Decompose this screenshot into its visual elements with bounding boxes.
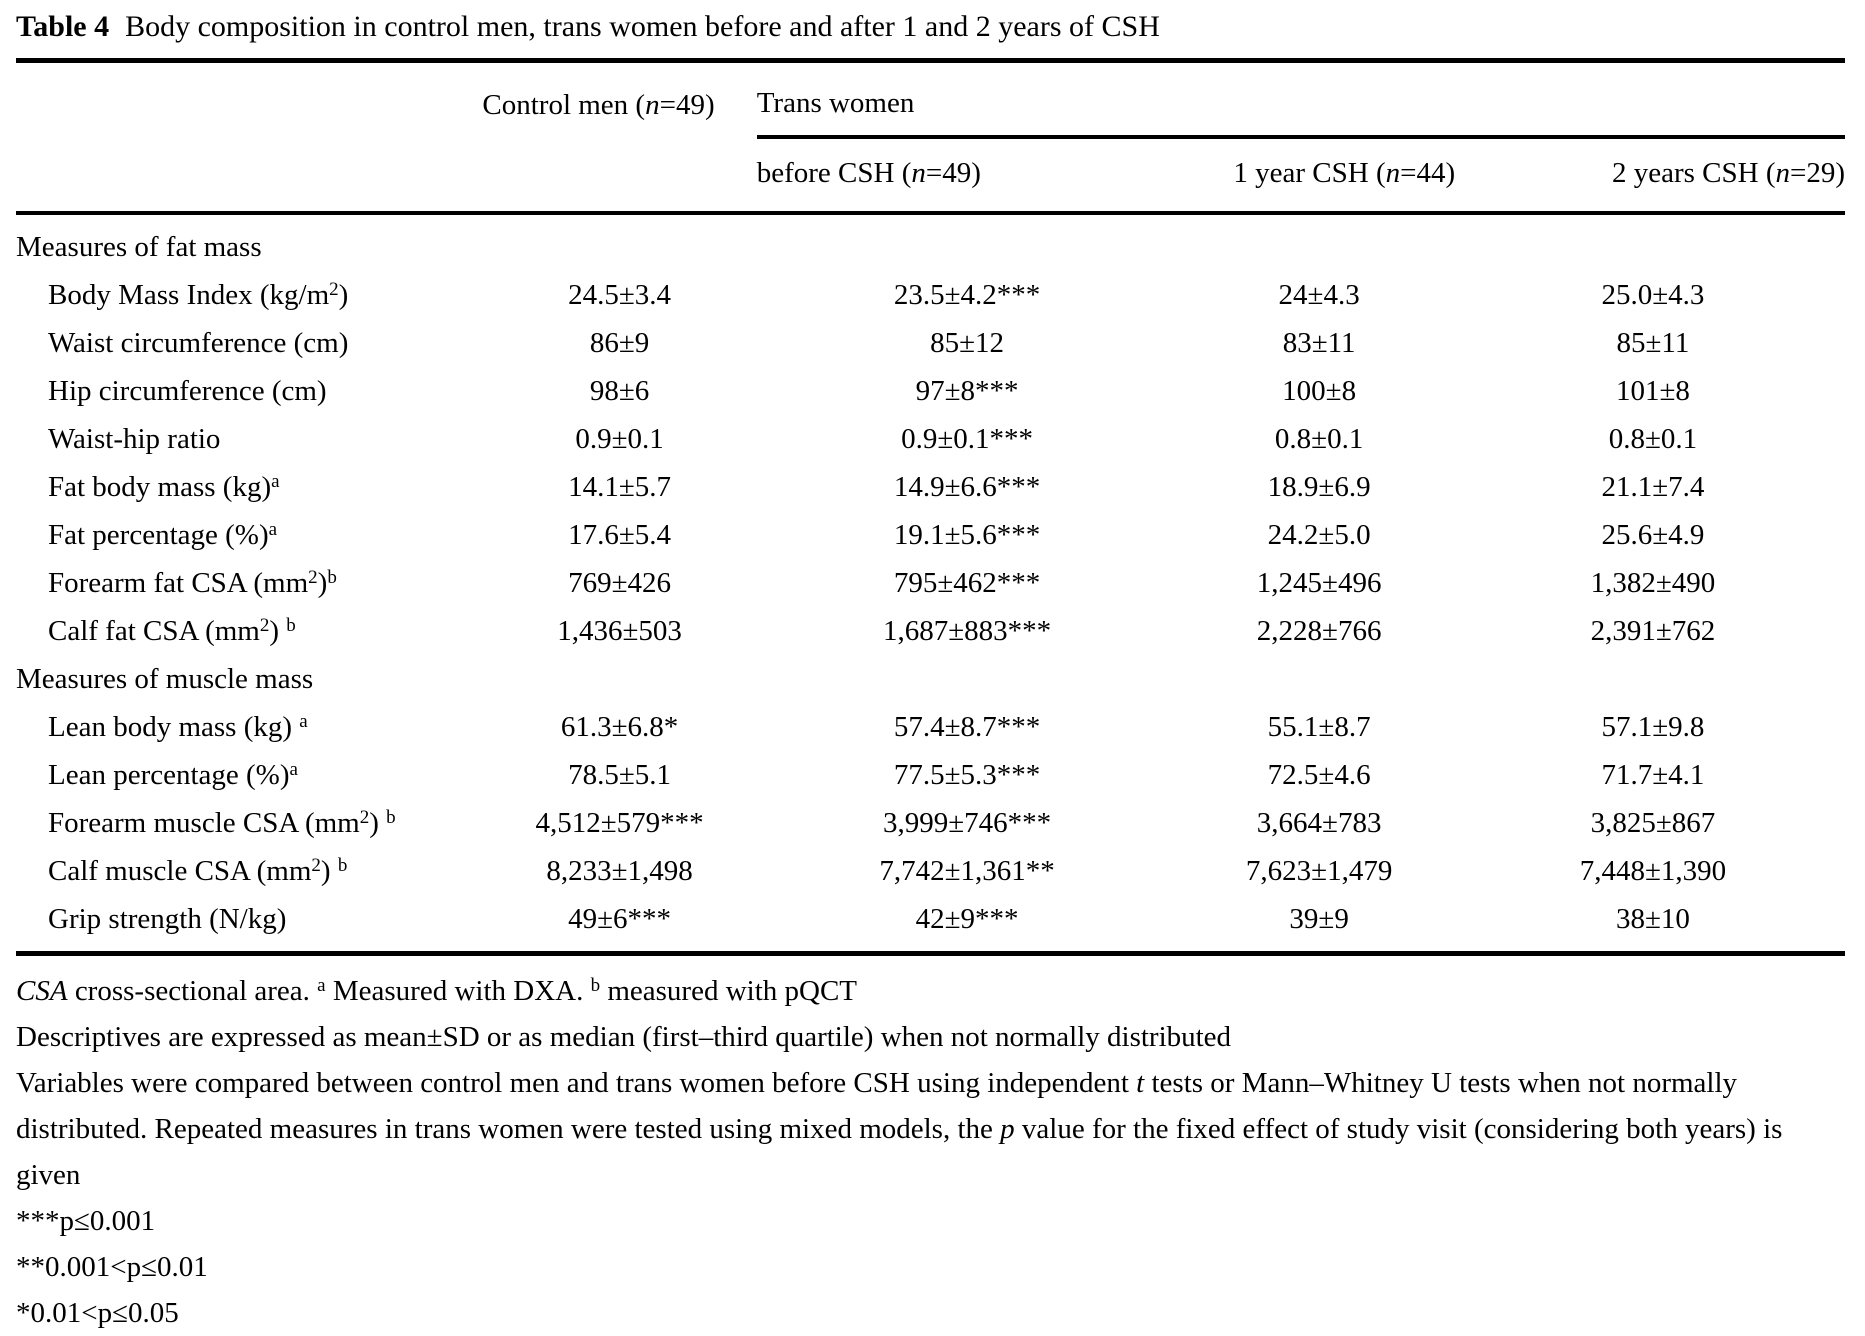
cell-1-year-csh: 39±9: [1289, 903, 1349, 935]
cell-before-csh: 57.4±8.7***: [893, 711, 1041, 743]
cell-1-year-csh: 1,245±496: [1256, 567, 1382, 599]
cell-before-csh: 3,999±746***: [882, 807, 1052, 839]
cell-before-csh: 795±462***: [893, 567, 1041, 599]
cell-1-year-csh: 83±11: [1282, 327, 1356, 359]
cell-control-men: 8,233±1,498: [546, 855, 693, 887]
header-2-years-csh: 2 years CSH (n=29): [1611, 157, 1845, 189]
cell-1-year-csh: 100±8: [1282, 375, 1357, 407]
cell-before-csh: 7,742±1,361**: [879, 855, 1055, 887]
header-row-visits: [16, 137, 1845, 213]
header-empty-cell: [16, 137, 482, 213]
row-label: Waist circumference (cm): [48, 327, 349, 359]
cell-before-csh: 42±9***: [915, 903, 1019, 935]
table-row: [16, 463, 1845, 511]
cell-1-year-csh: 18.9±6.9: [1267, 471, 1371, 503]
cell-before-csh: 23.5±4.2***: [893, 279, 1041, 311]
table-row: [16, 367, 1845, 415]
cell-1-year-csh: 55.1±8.7: [1267, 711, 1371, 743]
cell-before-csh: 1,687±883***: [882, 615, 1052, 647]
cell-1-year-csh: 7,623±1,479: [1245, 855, 1393, 887]
table-row: [16, 559, 1845, 607]
body-composition-table: [16, 58, 1845, 956]
header-1-year-csh: 1 year CSH (n=44): [1233, 157, 1456, 189]
cell-2-years-csh: 0.8±0.1: [1608, 423, 1698, 455]
row-label: Forearm muscle CSA $(mm^2)$ $^b$: [48, 807, 396, 839]
table-row: [16, 511, 1845, 559]
cell-1-year-csh: 24.2±5.0: [1267, 519, 1371, 551]
table-body: [16, 213, 1845, 954]
table-row: [16, 895, 1845, 954]
header-row-groups: [16, 61, 1845, 138]
cell-2-years-csh: 25.0±4.3: [1601, 279, 1705, 311]
footnote: **0.001<p≤0.01: [16, 1251, 208, 1283]
cell-control-men: 61.3±6.8*: [560, 711, 679, 743]
cell-before-csh: 85±12: [930, 327, 1005, 359]
cell-before-csh: 77.5±5.3***: [893, 759, 1041, 791]
cell-control-men: 769±426: [568, 567, 672, 599]
cell-control-men: 0.9±0.1: [575, 423, 664, 455]
table-row: [16, 751, 1845, 799]
cell-2-years-csh: 71.7±4.1: [1601, 759, 1705, 791]
row-label: Waist-hip ratio: [48, 423, 221, 455]
cell-2-years-csh: 101±8: [1615, 375, 1690, 407]
cell-2-years-csh: 85±11: [1616, 327, 1690, 359]
cell-2-years-csh: 25.6±4.9: [1601, 519, 1705, 551]
cell-2-years-csh: 38±10: [1615, 903, 1690, 935]
row-label: Lean percentage (%)$^a$: [48, 759, 298, 791]
table-row: [16, 799, 1845, 847]
cell-control-men: 4,512±579***: [535, 807, 704, 839]
cell-2-years-csh: 3,825±867: [1590, 807, 1716, 839]
table-row: [16, 271, 1845, 319]
table-caption: Body composition in control men, trans women before and after 1 and 2 years of CSH: [125, 10, 1160, 43]
table-header: [16, 61, 1845, 214]
header-empty-cell: [482, 137, 756, 213]
cell-2-years-csh: 2,391±762: [1590, 615, 1716, 647]
cell-control-men: 17.6±5.4: [568, 519, 672, 551]
cell-control-men: 78.5±5.1: [568, 759, 672, 791]
row-label: Fat percentage (%)$^a$: [48, 519, 278, 551]
cell-control-men: 86±9: [589, 327, 650, 359]
header-control-men: Control men (n=49): [482, 89, 715, 121]
row-label: Calf muscle CSA $(mm^2)$ $^b$: [48, 855, 348, 887]
cell-before-csh: 97±8***: [915, 375, 1019, 407]
footnote: Descriptives are expressed as mean±SD or as median (first–third quartile) when not normally distributed: [16, 1021, 1232, 1053]
cell-2-years-csh: 1,382±490: [1590, 567, 1716, 599]
footnote: *0.01<p≤0.05: [16, 1297, 179, 1329]
cell-control-men: 14.1±5.7: [568, 471, 672, 503]
footnote: CSA cross-sectional area. $^a$ Measured with DXA. $^b$ measured with pQCT: [16, 975, 858, 1007]
table-row: [16, 415, 1845, 463]
section-label: Measures of fat mass: [16, 231, 262, 263]
row-label: Grip strength (N/kg): [48, 903, 287, 935]
section-row: [16, 655, 1845, 703]
cell-2-years-csh: 21.1±7.4: [1601, 471, 1705, 503]
cell-control-men: 49±6***: [568, 903, 672, 935]
cell-control-men: 24.5±3.4: [568, 279, 672, 311]
footnotes: [16, 968, 1845, 1336]
row-label: Hip circumference (cm): [48, 375, 327, 407]
table-title: [16, 8, 1845, 46]
row-label: Forearm fat CSA $(mm^2)^b$: [48, 567, 337, 599]
cell-before-csh: 19.1±5.6***: [893, 519, 1041, 551]
row-label: Lean body mass (kg) $^a$: [48, 711, 308, 743]
cell-1-year-csh: 24±4.3: [1278, 279, 1360, 311]
section-label: Measures of muscle mass: [16, 663, 314, 695]
row-label: Fat body mass (kg)$^a$: [48, 471, 280, 503]
cell-before-csh: 14.9±6.6***: [893, 471, 1041, 503]
footnote: ***p≤0.001: [16, 1205, 156, 1237]
table-row: [16, 607, 1845, 655]
cell-1-year-csh: 3,664±783: [1256, 807, 1382, 839]
cell-1-year-csh: 0.8±0.1: [1274, 423, 1364, 455]
footnote: Variables were compared between control men and trans women before CSH using independent t tests or Mann–Whitney U tests when not normally distributed. Repeated measures in trans women were tested using mixed models, the p value for the fixed effect of study visit (considering both years) is given: [16, 1067, 1783, 1191]
section-row: [16, 213, 1845, 271]
header-before-csh: before CSH (n=49): [756, 157, 981, 189]
cell-before-csh: 0.9±0.1***: [901, 423, 1034, 455]
cell-1-year-csh: 2,228±766: [1256, 615, 1382, 647]
row-label: Body Mass Index $(kg/m^2)$: [48, 279, 349, 311]
table-row: [16, 703, 1845, 751]
cell-control-men: 98±6: [589, 375, 650, 407]
cell-control-men: 1,436±503: [557, 615, 682, 647]
header-trans-women-group: Trans women: [757, 61, 1845, 138]
header-empty-cell: [16, 61, 482, 138]
row-label: Calf fat CSA $(mm^2)$ $^b$: [48, 615, 296, 647]
cell-1-year-csh: 72.5±4.6: [1267, 759, 1371, 791]
table-row: [16, 319, 1845, 367]
table-row: [16, 847, 1845, 895]
cell-2-years-csh: 7,448±1,390: [1579, 855, 1727, 887]
cell-2-years-csh: 57.1±9.8: [1601, 711, 1705, 743]
table-number: Table 4: [16, 10, 110, 43]
